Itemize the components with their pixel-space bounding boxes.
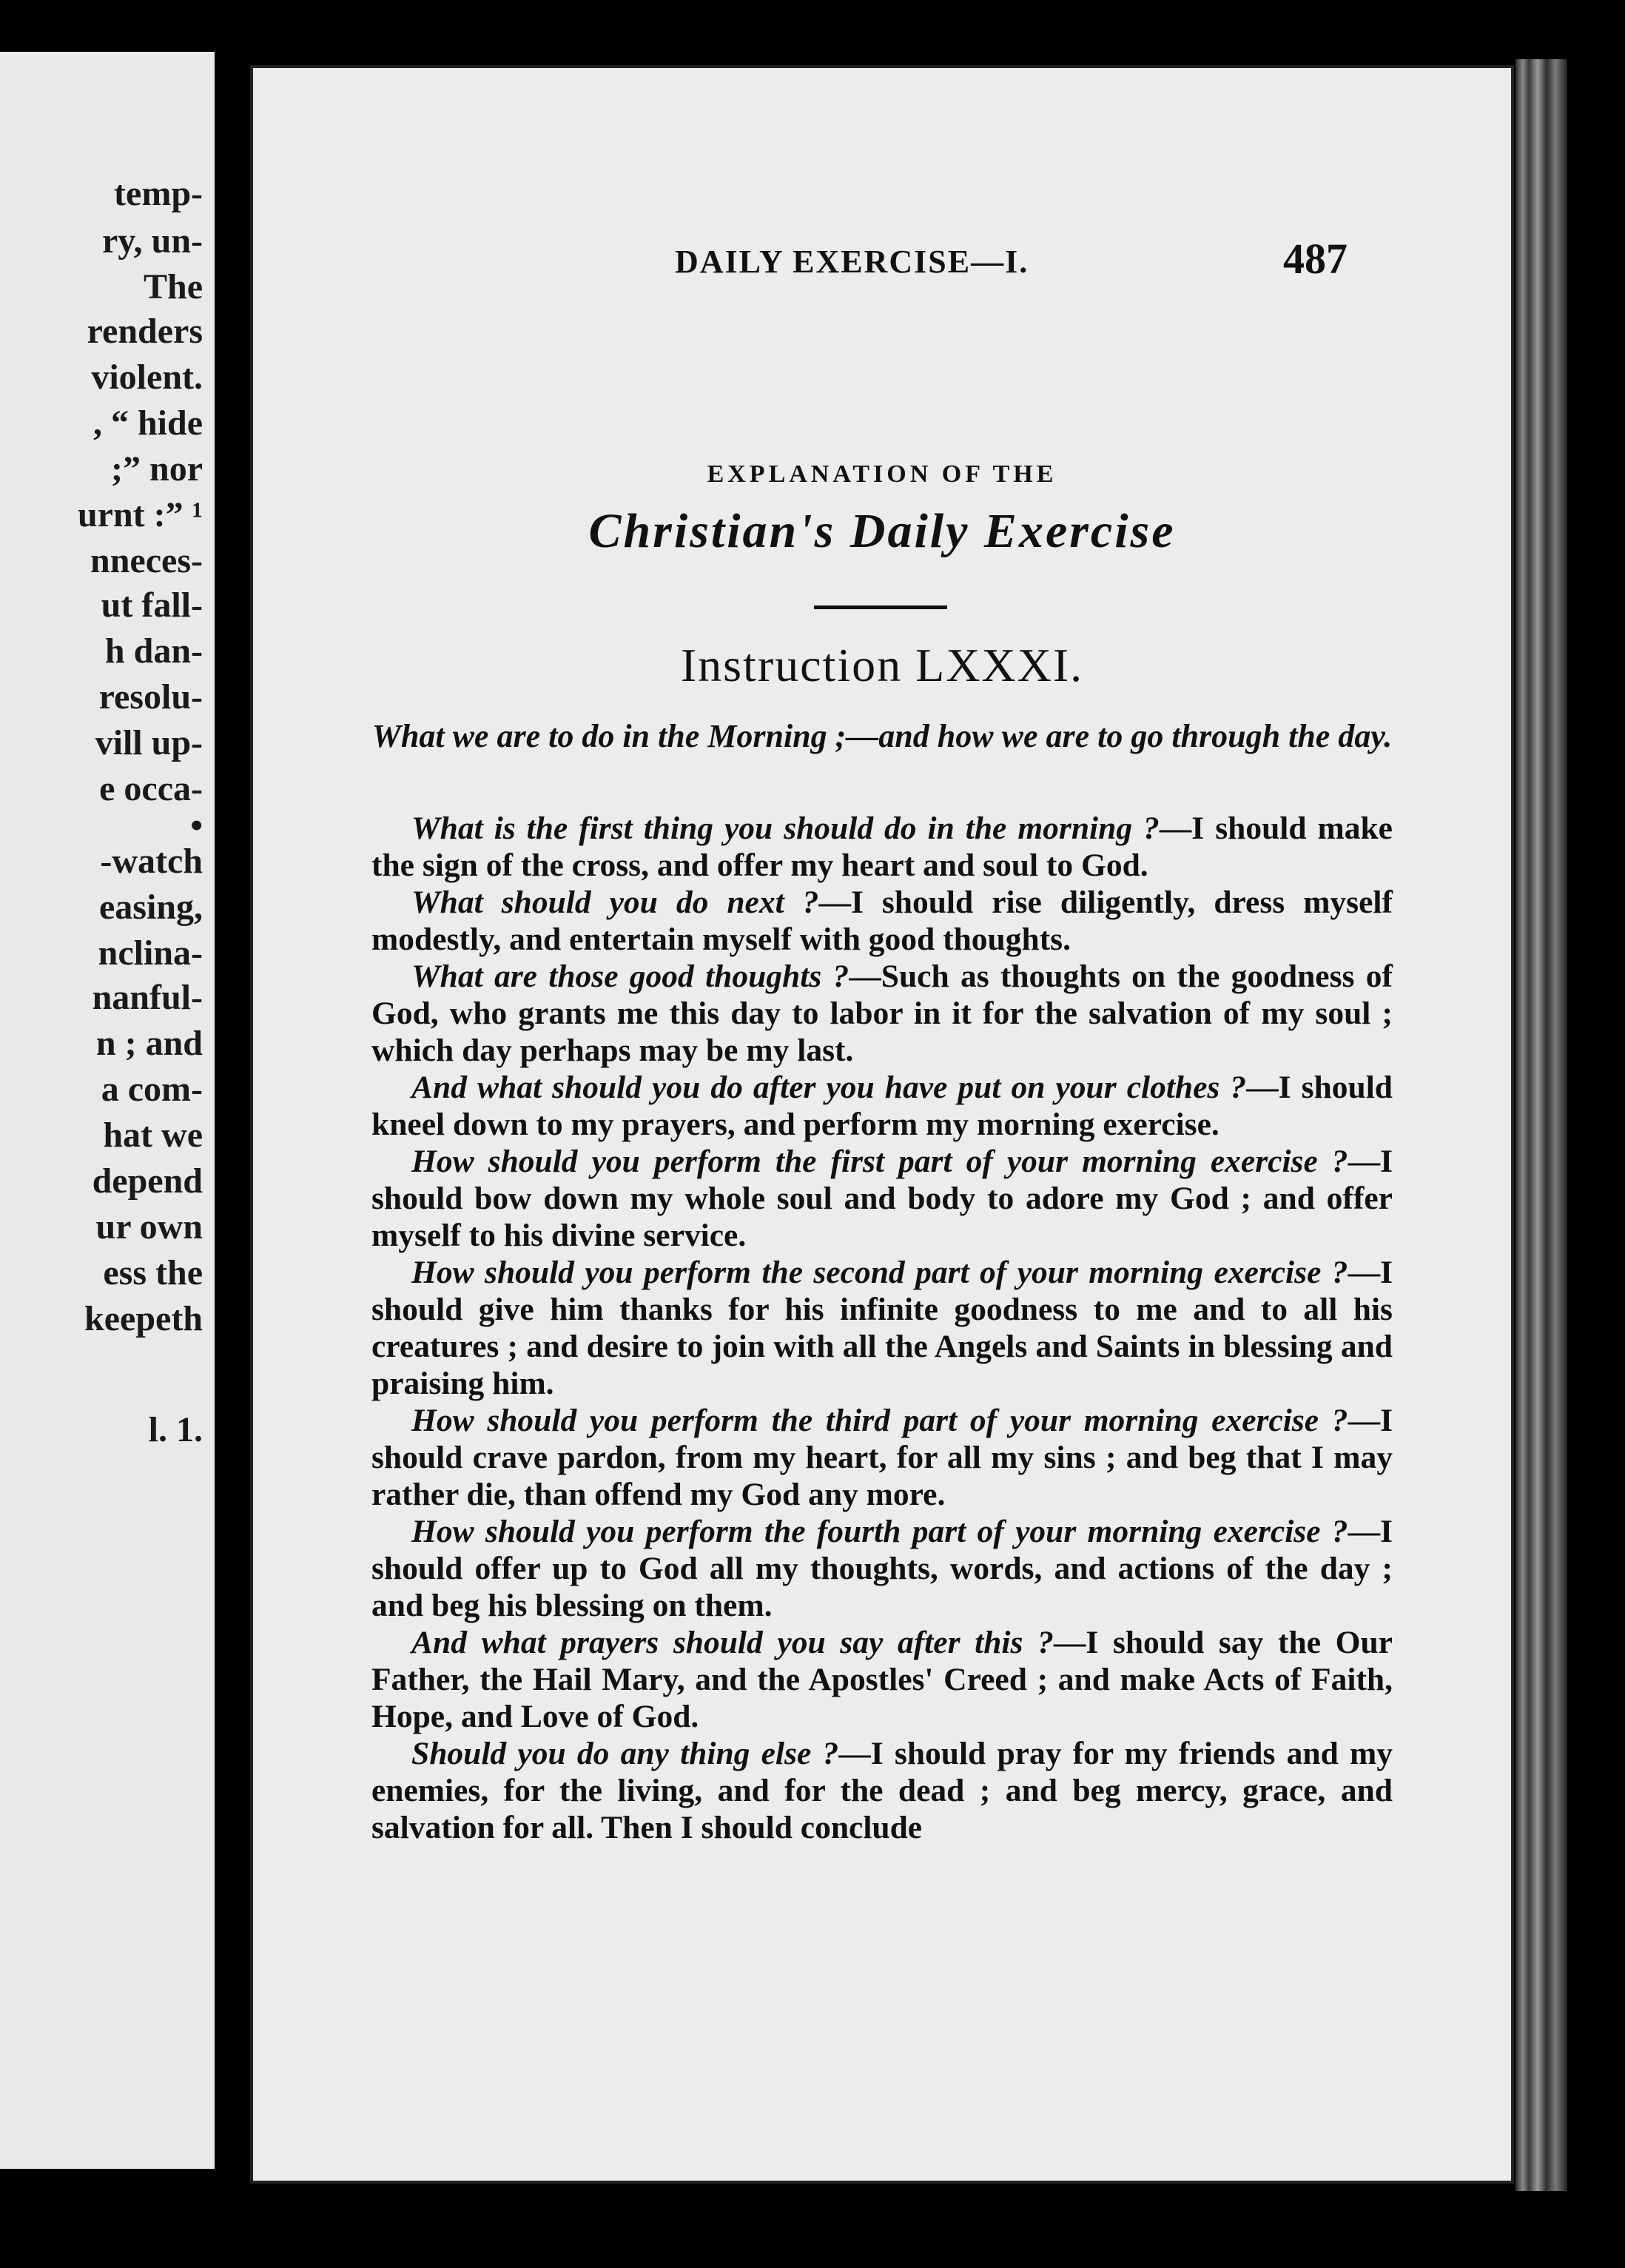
question-text: What is the first thing you should do in the morning ?: [411, 811, 1160, 846]
answer-text: —I should give him thanks for his infinite goodness to me and to all his creatures ; and desire to join with all the Angels and Saints in blessing and praising him.: [371, 1255, 1393, 1401]
question-text: How should you perform the second part of your morning exercise ?: [411, 1255, 1348, 1290]
question-text: How should you perform the fourth part of your morning exercise ?: [411, 1514, 1348, 1549]
instruction-subtitle: What we are to do in the Morning ;—and how we are to go through the day.: [371, 718, 1393, 754]
answer-text: —I should kneel down to my prayers, and perform my morning exercise.: [371, 1070, 1393, 1142]
page-number: 487: [1283, 235, 1348, 283]
facing-page-text-fragment: l. 1.: [148, 1410, 203, 1449]
running-header: [253, 235, 1511, 295]
facing-page-text-fragment: nclina-: [98, 933, 203, 973]
qa-paragraph: [371, 1402, 1393, 1513]
explanation-line: EXPLANATION OF THE: [707, 460, 1057, 488]
facing-page-text-fragment: ry, un-: [101, 221, 203, 261]
answer-text: —I should rise diligently, dress myself modestly, and entertain myself with good thoughts.: [371, 885, 1393, 957]
facing-page-text-fragment: easing,: [98, 888, 203, 927]
facing-page-text-fragment: nneces-: [90, 541, 203, 580]
qa-paragraph: [371, 1069, 1393, 1143]
book-page: [250, 65, 1514, 2184]
answer-text: —I should make the sign of the cross, and offer my heart and soul to God.: [371, 811, 1393, 883]
facing-page-text-fragment: ur own: [95, 1207, 203, 1247]
qa-paragraph: [371, 958, 1393, 1069]
running-title: DAILY EXERCISE—I.: [675, 244, 1029, 280]
facing-page-text-fragment: ut fall-: [101, 586, 203, 625]
facing-page-text-fragment: , “ hide: [92, 403, 203, 443]
question-text: What should you do next ?: [411, 885, 819, 920]
facing-page-text-fragment: keepeth: [84, 1299, 203, 1338]
answer-text: —I should offer up to God all my thoughts, words, and actions of the day ; and beg his blessing on them.: [371, 1514, 1393, 1623]
facing-page-text-fragment: vill up-: [95, 723, 203, 762]
page-edge: [1515, 59, 1567, 2191]
facing-page-text-fragment: violent.: [91, 358, 203, 397]
answer-text: —I should crave pardon, from my heart, for all my sins ; and beg that I may rather die, than offend my God any more.: [371, 1403, 1393, 1512]
instruction-heading: Instruction LXXXI.: [680, 639, 1084, 691]
question-text: How should you perform the first part of your morning exercise ?: [411, 1144, 1348, 1179]
facing-page-text-fragment: h dan-: [104, 631, 203, 671]
facing-page-text-fragment: -watch: [100, 842, 203, 881]
question-answer-body: [371, 810, 1393, 1846]
facing-page-text-fragment: ess the: [103, 1253, 203, 1292]
facing-page-text-fragment: urnt :” ¹: [77, 495, 203, 534]
answer-text: —I should pray for my friends and my enemies, for the living, and for the dead ; and beg mercy, grace, and salvation for all. Then I should conclude: [371, 1736, 1393, 1845]
facing-page-text-fragment: renders: [87, 312, 203, 351]
facing-page-text-fragment: depend: [92, 1161, 203, 1201]
qa-paragraph: [371, 1513, 1393, 1624]
question-text: And what should you do after you have put on your clothes ?: [411, 1070, 1247, 1105]
qa-paragraph: [371, 810, 1393, 884]
qa-paragraph: [371, 1143, 1393, 1254]
facing-page-text-fragment: The: [143, 267, 203, 306]
facing-page-text-fragment: n ; and: [95, 1024, 203, 1063]
question-text: And what prayers should you say after this ?: [411, 1625, 1054, 1660]
qa-paragraph: [371, 1624, 1393, 1735]
facing-page-text-fragment: e occa-: [99, 769, 203, 808]
qa-paragraph: [371, 884, 1393, 958]
facing-page-text-fragment: a com-: [101, 1070, 203, 1109]
book-title: Christian's Daily Exercise: [588, 504, 1176, 558]
qa-paragraph: [371, 1254, 1393, 1402]
facing-page-text-fragment: temp-: [114, 174, 203, 213]
facing-page-text-fragment: resolu-: [98, 677, 203, 717]
question-text: Should you do any thing else ?: [411, 1736, 839, 1771]
answer-text: —I should bow down my whole soul and body to adore my God ; and offer myself to his divine service.: [371, 1144, 1393, 1253]
answer-text: —I should say the Our Father, the Hail Mary, and the Apostles' Creed ; and make Acts of Faith, Hope, and Love of God.: [371, 1625, 1393, 1734]
facing-page-text-fragment: hat we: [103, 1115, 203, 1155]
facing-page-text-fragment: •: [190, 806, 203, 845]
facing-page-fragment: [0, 52, 215, 2169]
answer-text: —Such as thoughts on the goodness of God, who grants me this day to labor in it for the salvation of my soul ; which day perhaps may be my last.: [371, 959, 1393, 1068]
facing-page-text-fragment: nanful-: [92, 978, 203, 1017]
facing-page-text-fragment: ;” nor: [111, 449, 203, 489]
question-text: How should you perform the third part of your morning exercise ?: [411, 1403, 1348, 1438]
qa-paragraph: [371, 1735, 1393, 1846]
decorative-rule: [814, 605, 947, 609]
question-text: What are those good thoughts ?: [411, 959, 849, 994]
